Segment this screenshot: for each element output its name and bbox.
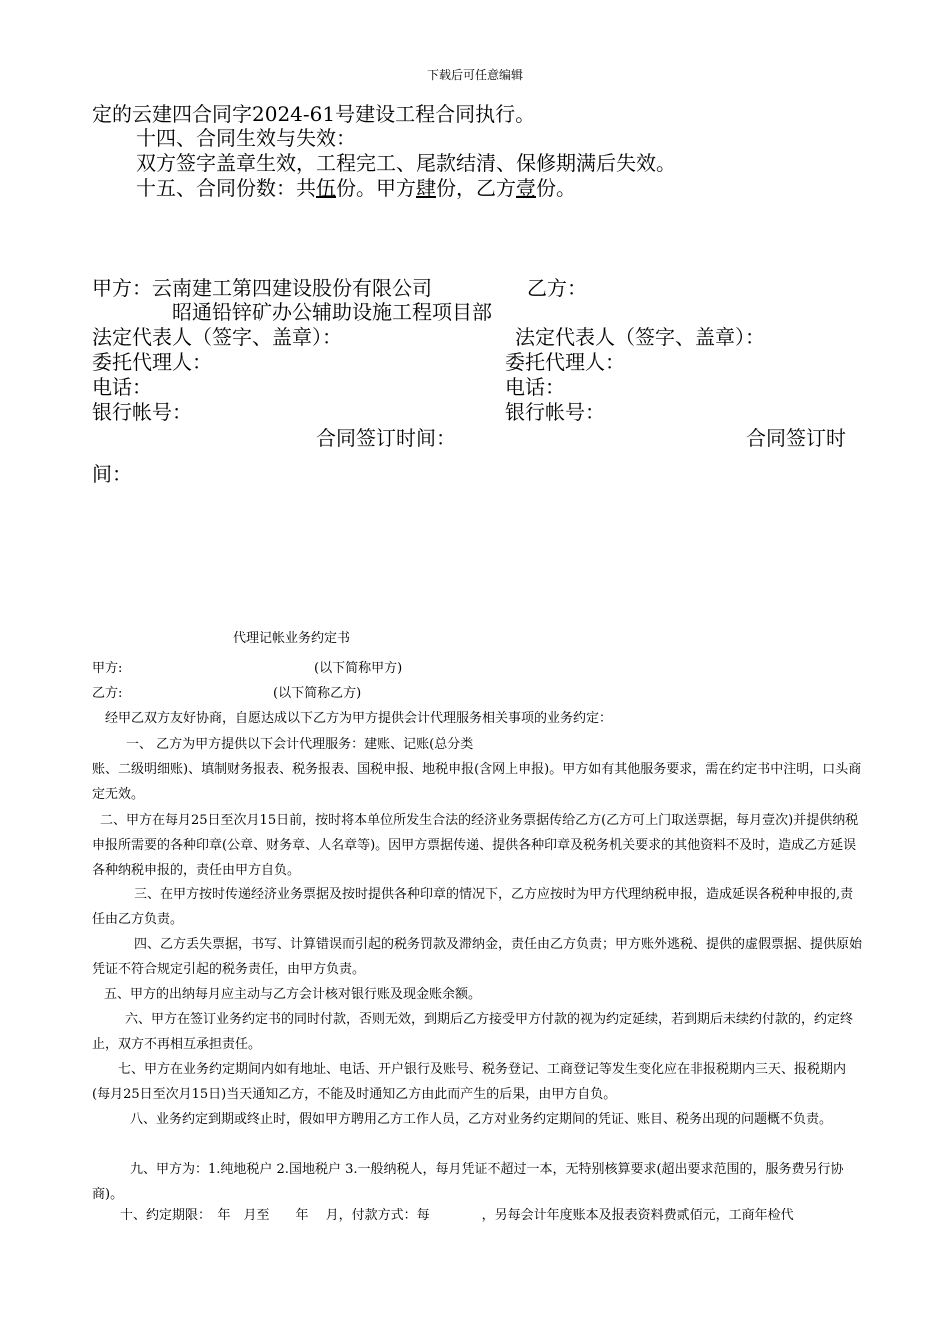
s15-mid2: 份，乙方 bbox=[436, 176, 516, 200]
agreement-party-a-label: 甲方: bbox=[92, 661, 123, 676]
party-b-bank: 银行帐号： bbox=[505, 400, 605, 424]
s15-party-a-copies: 肆 bbox=[416, 176, 436, 200]
item-1-rest: 账、二级明细账)、填制财务报表、税务报表、国税申报、地税申报(含网上申报)。甲方如有其他服务要求，需在约定书中注明，口头商定无效。 bbox=[92, 762, 862, 802]
party-a-legal-rep: 法定代表人（签字、盖章）： bbox=[92, 325, 342, 349]
item-7: 七、甲方在业务约定期间内如有地址、电话、开户银行及账号、税务登记、工商登记等发生变化应在非报税期内三天、报税期内(每月25日至次月15日)当天通知乙方，不能及时通知乙方由此而产生的后果，由甲方自负。 bbox=[92, 1062, 847, 1102]
party-b-phone: 电话： bbox=[505, 375, 565, 399]
item-10: 十、约定期限： 年 月至 年 月，付款方式：每 ，另每会计年度账本及报表资料费贰佰元，工商年检代 bbox=[120, 1208, 794, 1223]
section-14-body: 双方签字盖章生效，工程完工、尾款结清、保修期满后失效。 bbox=[136, 151, 676, 175]
item-8: 八、业务约定到期或终止时，假如甲方聘用乙方工作人员，乙方对业务约定期间的凭证、账目、税务出现的问题概不负责。 bbox=[130, 1112, 833, 1127]
item-2: 二、甲方在每月25日至次月15日前，按时将本单位所发生合法的经济业务票据传给乙方(乙方可上门取送票据，每月壹次)并提供纳税申报所需要的各种印章(公章、财务章、人名章等)。因甲方票据传递、提供各种印章及税务机关要求的其他资料不及时，造成乙方延误各种纳税申报的，责任由甲方自负。 bbox=[92, 813, 859, 878]
agreement-party-a-note: (以下简称甲方) bbox=[314, 661, 403, 676]
agreement-title: 代理记帐业务约定书 bbox=[233, 631, 351, 646]
page-header-note: 下载后可任意编辑 bbox=[426, 68, 523, 82]
s15-prefix: 十五、合同份数：共 bbox=[136, 176, 316, 200]
section-15-copies bbox=[136, 176, 576, 200]
item-1-first-line: 一、 乙方为甲方提供以下会计代理服务：建账、记账(总分类 bbox=[126, 737, 474, 752]
agreement-party-b-note: (以下简称乙方) bbox=[273, 686, 362, 701]
item-4: 四、乙方丢失票据，书写、计算错误而引起的税务罚款及滞纳金，责任由乙方负责；甲方账外逃税、提供的虚假票据、提供原始凭证不符合规定引起的税务责任，由甲方负责。 bbox=[92, 937, 863, 977]
party-a-bank: 银行帐号： bbox=[92, 400, 192, 424]
party-a-department: 昭通铅锌矿办公辅助设施工程项目部 bbox=[172, 300, 492, 324]
party-a-sign-time: 合同签订时间： bbox=[316, 426, 456, 450]
party-b-sign-time: 合同签订时 bbox=[746, 426, 846, 450]
item-9: 九、甲方为：1.纯地税户 2.国地税户 3.一般纳税人，每月凭证不超过一本，无特别核算要求(超出要求范围的，服务费另行协商)。 bbox=[92, 1162, 844, 1202]
party-a-phone: 电话： bbox=[92, 375, 152, 399]
party-b-legal-rep: 法定代表人（签字、盖章）： bbox=[515, 325, 765, 349]
section-14-title: 十四、合同生效与失效： bbox=[136, 126, 356, 150]
party-b-agent: 委托代理人： bbox=[505, 350, 625, 374]
contract-continuation-line: 定的云建四合同字2024-61号建设工程合同执行。 bbox=[92, 102, 536, 126]
item-5: 五、甲方的出纳每月应主动与乙方会计核对银行账及现金账余额。 bbox=[104, 987, 482, 1002]
party-a-agent: 委托代理人： bbox=[92, 350, 212, 374]
item-6: 六、甲方在签订业务约定书的同时付款，否则无效，到期后乙方接受甲方付款的视为约定延续，若到期后未续约付款的，约定终止，双方不再相互承担责任。 bbox=[92, 1012, 854, 1052]
party-b-name: 乙方： bbox=[527, 276, 587, 300]
agreement-party-b-label: 乙方: bbox=[92, 686, 123, 701]
party-a-name: 甲方：云南建工第四建设股份有限公司 bbox=[92, 276, 432, 300]
s15-party-b-copies: 壹 bbox=[516, 176, 536, 200]
item-3: 三、在甲方按时传递经济业务票据及按时提供各种印章的情况下，乙方应按时为甲方代理纳税申报，造成延误各税种申报的,责任由乙方负责。 bbox=[92, 887, 854, 927]
agreement-intro: 经甲乙双方友好协商，自愿达成以下乙方为甲方提供会计代理服务相关事项的业务约定： bbox=[105, 711, 613, 726]
s15-mid1: 份。甲方 bbox=[336, 176, 416, 200]
s15-total-copies: 伍 bbox=[316, 176, 336, 200]
party-b-sign-time-wrap: 间： bbox=[92, 462, 132, 486]
s15-suffix: 份。 bbox=[536, 176, 576, 200]
